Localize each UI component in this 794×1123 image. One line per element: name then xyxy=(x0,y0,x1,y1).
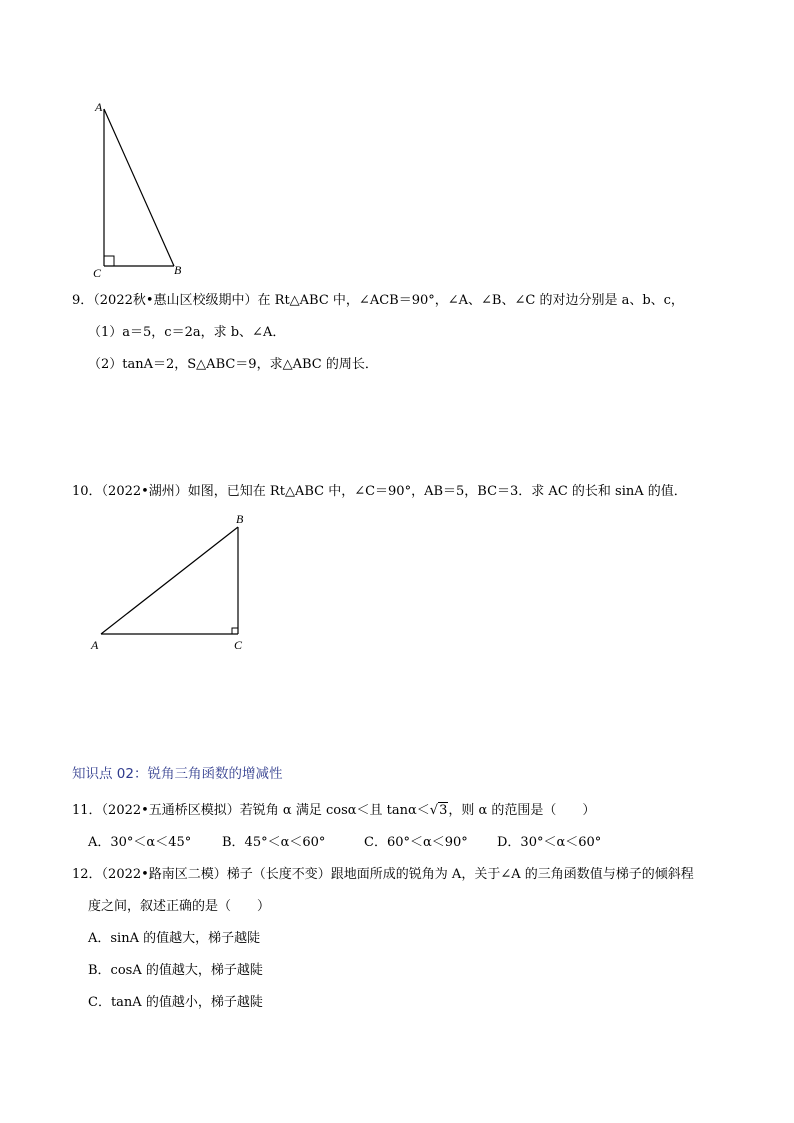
q11-stem-before: 11．（2022•五通桥区模拟）若锐角 α 满足 cosα＜ xyxy=(72,803,370,818)
q12-option-a: A．sinA 的值越大，梯子越陡 xyxy=(88,931,261,946)
vertex-label-b: B xyxy=(236,512,244,526)
vertex-label-c: C xyxy=(234,638,243,652)
side-ab xyxy=(101,527,238,634)
q11-stem-after: ，则 α 的范围是（ ） xyxy=(448,803,596,818)
right-angle-mark xyxy=(104,256,114,266)
q11-option-b: B．45°＜α＜60° xyxy=(222,835,326,850)
sqrt-expression: √3 xyxy=(429,803,448,818)
triangle-figure-1 xyxy=(80,95,210,285)
vertex-label-a: A xyxy=(91,638,99,652)
q12-option-c: C．tanA 的值越小，梯子越陡 xyxy=(88,995,263,1010)
vertex-label-b: B xyxy=(174,263,182,277)
q12-stem-line2: 度之间，叙述正确的是（ ） xyxy=(88,899,271,914)
q12-option-b: B．cosA 的值越大，梯子越陡 xyxy=(88,963,263,978)
q12-stem-line1: 12．（2022•路南区二模）梯子（长度不变）跟地面所成的锐角为 A，关于∠A 的三角函数值与梯子的倾斜程 xyxy=(72,867,694,882)
q11-stem-mid: 且 tanα＜ xyxy=(369,803,430,818)
q11-option-c: C．60°＜α＜90° xyxy=(364,835,468,850)
q10-stem: 10．（2022•湖州）如图，已知在 Rt△ABC 中，∠C＝90°，AB＝5，BC＝3．求 AC 的长和 sinA 的值． xyxy=(72,484,687,499)
sqrt-radicand: 3 xyxy=(439,803,448,818)
triangle-figure-2 xyxy=(85,508,260,658)
right-angle-mark xyxy=(232,628,238,634)
q11-option-d: D．30°＜α＜60° xyxy=(497,835,602,850)
vertex-label-c: C xyxy=(93,266,102,280)
q9-part2: （2）tanA＝2，S△ABC＝9，求△ABC 的周长． xyxy=(88,357,378,372)
q9-part1: （1）a＝5，c＝2a，求 b、∠A． xyxy=(88,325,286,340)
q9-stem: 9．（2022秋•惠山区校级期中）在 Rt△ABC 中，∠ACB＝90°，∠A、∠B、∠C 的对边分别是 a、b、c， xyxy=(72,293,684,308)
vertex-label-a: A xyxy=(95,100,103,114)
q11-option-a: A．30°＜α＜45° xyxy=(88,835,192,850)
q11-stem xyxy=(72,802,595,820)
side-ab xyxy=(104,109,174,266)
section-heading: 知识点 02：锐角三角函数的增减性 xyxy=(72,766,283,782)
